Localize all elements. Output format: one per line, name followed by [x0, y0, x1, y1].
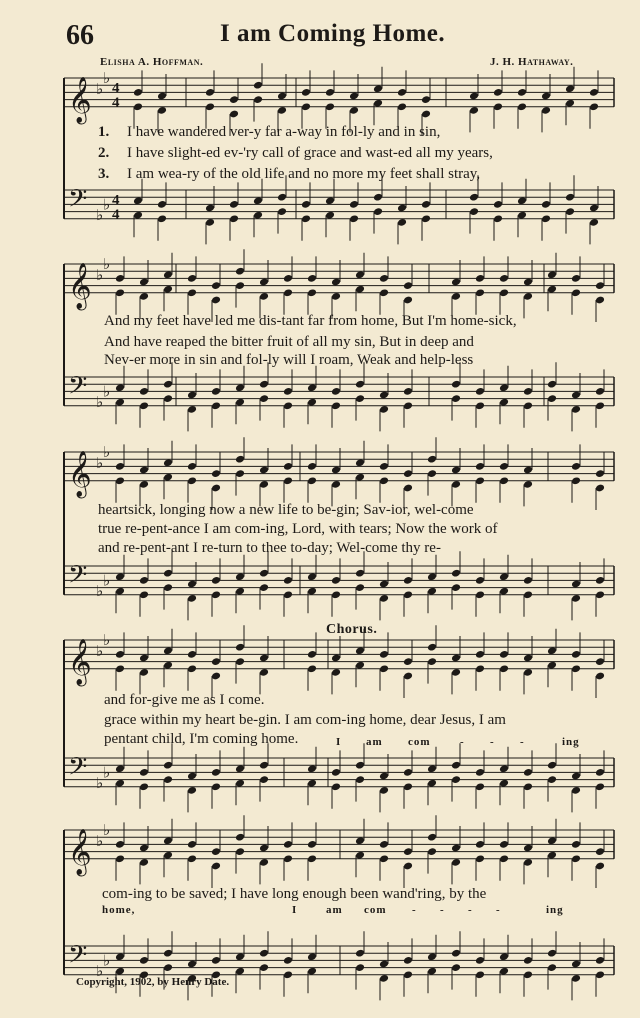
alto-lyric: home,	[102, 904, 136, 916]
bass-lyric: -	[496, 904, 501, 916]
flat-sign: ♭	[96, 206, 104, 225]
bass-lyric: am	[326, 904, 343, 916]
flat-sign: ♭	[96, 453, 104, 472]
flat-sign: ♭	[96, 831, 104, 850]
verse-number: 2.	[98, 145, 110, 161]
hymn-number: 66	[66, 20, 94, 51]
verse-number: 3.	[98, 166, 110, 182]
bass-lyric: com	[364, 904, 387, 916]
lyric-line: And have reaped the bitter fruit of all my sin, But in deep and	[104, 334, 474, 350]
lyric-line: com-ing to be saved; I have long enough been wand'ring, by the	[102, 886, 487, 902]
treble-clef: 𝄞	[68, 76, 92, 123]
bass-clef: 𝄢	[68, 560, 88, 596]
time-signature-top: 4	[112, 80, 120, 97]
flat-sign: ♭	[103, 763, 111, 782]
lyric-line: heartsick, longing now a new life to be-gin; Sav-ior, wel-come	[98, 502, 474, 518]
flat-sign: ♭	[96, 774, 104, 793]
flat-sign: ♭	[103, 382, 111, 401]
flat-sign: ♭	[103, 195, 111, 214]
lyric-line: grace within my heart be-gin. I am com-ing home, dear Jesus, I am	[104, 712, 506, 728]
flat-sign: ♭	[96, 265, 104, 284]
bass-lyric: ing	[546, 904, 564, 916]
verse-number: 1.	[98, 124, 110, 140]
flat-sign: ♭	[103, 571, 111, 590]
flat-sign: ♭	[96, 79, 104, 98]
lyric-line: and for-give me as I come.	[104, 692, 265, 708]
bass-lyric: com	[408, 736, 431, 748]
copyright-notice: Copyright, 1902, by Henry Date.	[76, 976, 230, 988]
lyric-line	[98, 145, 493, 162]
bass-lyric: -	[490, 736, 495, 748]
chorus-label: Chorus.	[326, 622, 378, 637]
lyric-text: I have wandered ver-y far a-way in fol-ly and in sin,	[127, 124, 441, 140]
lyric-line: true re-pent-ance I am com-ing, Lord, with tears; Now the work of	[98, 521, 498, 537]
bass-clef: 𝄢	[68, 371, 88, 407]
flat-sign: ♭	[103, 821, 111, 839]
lyric-line: and re-pent-ant I re-turn to thee to-day; Wel-come thy re-	[98, 540, 441, 556]
lyricist-credit: Elisha A. Hoffman.	[100, 56, 204, 68]
bass-lyric: -	[412, 904, 417, 916]
bass-lyric: -	[520, 736, 525, 748]
composer-credit: J. H. Hathaway.	[490, 56, 574, 68]
flat-sign: ♭	[96, 641, 104, 660]
lyric-line: And my feet have led me dis-tant far from home, But I'm home-sick,	[104, 313, 517, 329]
bass-lyric: -	[460, 736, 465, 748]
flat-sign: ♭	[103, 631, 111, 649]
bass-lyric: ing	[562, 736, 580, 748]
time-signature-top: 4	[112, 192, 120, 209]
bass-clef: 𝄢	[68, 940, 88, 976]
flat-sign: ♭	[96, 393, 104, 412]
treble-clef: 𝄞	[68, 262, 92, 309]
time-signature-bottom: 4	[112, 206, 120, 223]
flat-sign: ♭	[96, 582, 104, 601]
lyric-text: I am wea-ry of the old life and no more my feet shall stray,	[127, 166, 481, 182]
flat-sign: ♭	[103, 69, 111, 87]
bass-lyric: I	[336, 736, 342, 748]
lyric-line	[98, 166, 480, 183]
bass-lyric: I	[292, 904, 298, 916]
flat-sign: ♭	[103, 951, 111, 970]
flat-sign: ♭	[96, 962, 104, 981]
bass-clef: 𝄢	[68, 184, 88, 220]
treble-clef: 𝄞	[68, 450, 92, 497]
bass-clef: 𝄢	[68, 752, 88, 788]
treble-clef: 𝄞	[68, 828, 92, 875]
treble-clef: 𝄞	[68, 638, 92, 685]
lyric-line: pentant child, I'm coming home.	[104, 731, 299, 747]
flat-sign: ♭	[103, 255, 111, 273]
bass-lyric: -	[468, 904, 473, 916]
hymn-title: I am Coming Home.	[220, 20, 446, 47]
bass-lyric: -	[440, 904, 445, 916]
time-signature-bottom: 4	[112, 94, 120, 111]
lyric-line: Nev-er more in sin and fol-ly will I roam, Weak and help-less	[104, 352, 474, 368]
flat-sign: ♭	[103, 443, 111, 461]
lyric-line	[98, 124, 440, 141]
lyric-text: I have slight-ed ev-'ry call of grace and wast-ed all my years,	[127, 145, 493, 161]
bass-lyric: am	[366, 736, 383, 748]
